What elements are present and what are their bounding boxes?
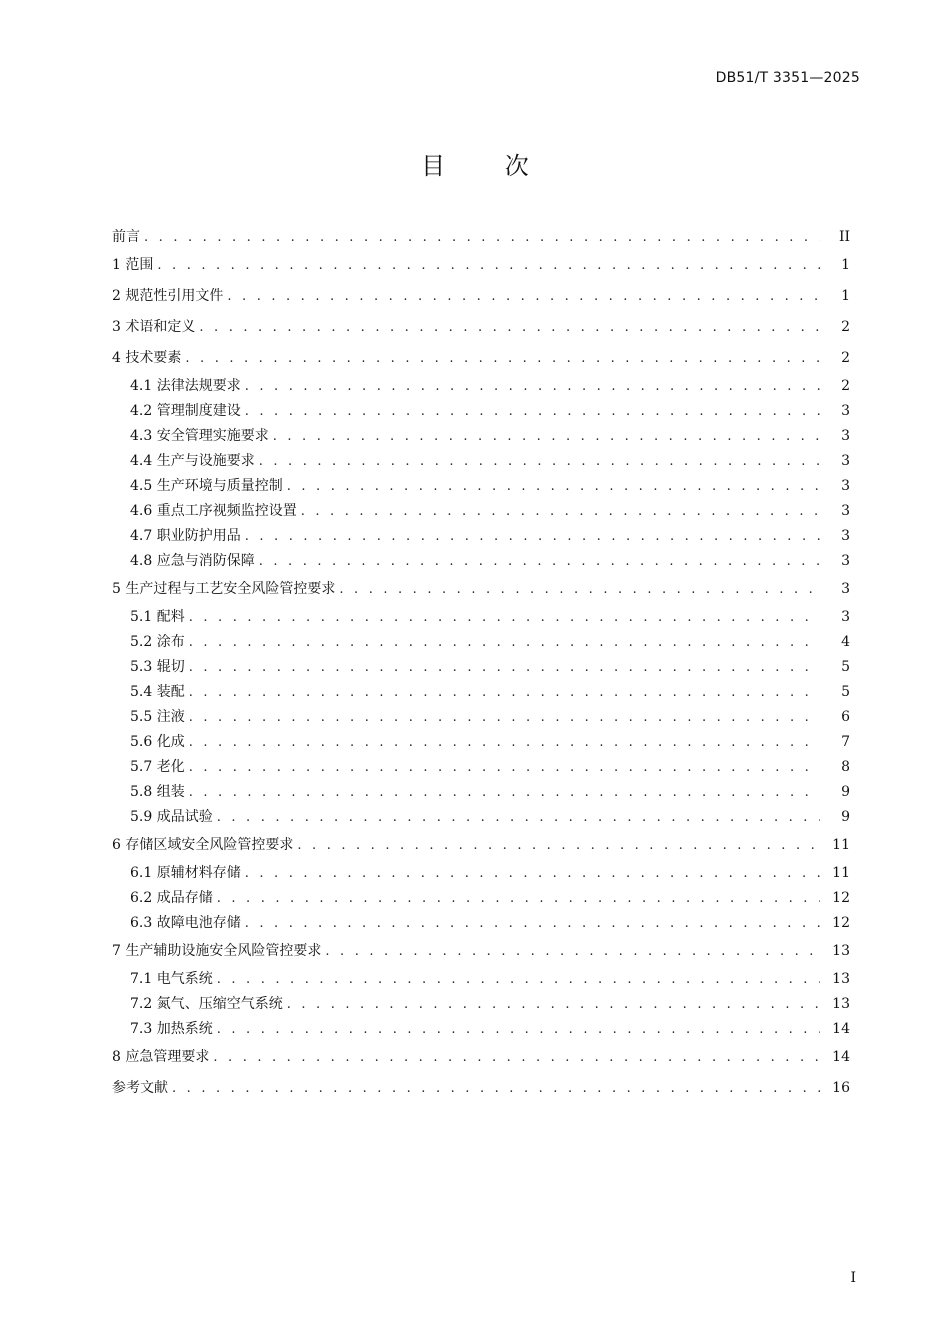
toc-entry-label: 前言 (112, 228, 140, 245)
toc-leader-dots (199, 312, 820, 343)
toc-entry-label: 4.6 重点工序视频监控设置 (130, 503, 297, 519)
toc-entry[interactable] (112, 281, 850, 312)
toc-leader-dots (189, 680, 820, 705)
toc-entry-label: 4 技术要素 (112, 350, 182, 366)
toc-entry[interactable] (112, 605, 850, 630)
toc-entry[interactable] (112, 374, 850, 399)
toc-entry[interactable] (112, 1073, 850, 1104)
document-code: DB51/T 3351—2025 (715, 70, 860, 86)
toc-entry-page: 3 (841, 503, 850, 519)
toc-entry-label: 2 规范性引用文件 (112, 288, 224, 304)
toc-entry[interactable] (112, 224, 850, 250)
toc-entry-label: 5.7 老化 (130, 759, 185, 775)
toc-entry-label: 4.3 安全管理实施要求 (130, 428, 269, 444)
toc-entry-page: 11 (832, 865, 850, 881)
toc-leader-dots (245, 399, 820, 424)
toc-leader-dots (217, 805, 820, 830)
toc-entry-label: 8 应急管理要求 (112, 1049, 210, 1065)
toc-leader-dots (259, 549, 820, 574)
toc-entry[interactable] (112, 524, 850, 549)
toc-entry-page: II (838, 228, 850, 245)
toc-entry-label: 5.5 注液 (130, 709, 185, 725)
toc-entry[interactable] (112, 861, 850, 886)
toc-leader-dots (325, 936, 820, 967)
toc-leader-dots (189, 655, 820, 680)
toc-leader-dots (189, 730, 820, 755)
toc-leader-dots (144, 222, 820, 253)
toc-entry-page: 13 (832, 996, 850, 1012)
toc-leader-dots (245, 374, 820, 399)
toc-leader-dots (213, 1042, 820, 1073)
toc-entry[interactable] (112, 680, 850, 705)
toc-entry[interactable] (112, 549, 850, 574)
toc-entry-page: 6 (841, 709, 850, 725)
toc-entry-label: 3 术语和定义 (112, 319, 196, 335)
toc-entry-page: 2 (841, 319, 850, 335)
toc-entry[interactable] (112, 655, 850, 680)
toc-leader-dots (189, 605, 820, 630)
toc-entry-page: 1 (841, 257, 850, 273)
toc-entry[interactable] (112, 780, 850, 805)
toc-leader-dots (301, 499, 820, 524)
toc-leader-dots (189, 780, 820, 805)
toc-entry-label: 5 生产过程与工艺安全风险管控要求 (112, 581, 336, 597)
toc-entry-label: 1 范围 (112, 257, 154, 273)
toc-entry-page: 14 (832, 1049, 850, 1065)
toc-leader-dots (189, 630, 820, 655)
toc-entry-label: 6.1 原辅材料存储 (130, 865, 241, 881)
toc-entry-page: 7 (841, 734, 850, 750)
toc-entry-page: 2 (841, 350, 850, 366)
toc-entry[interactable] (112, 343, 850, 374)
toc-entry-page: 16 (832, 1080, 850, 1096)
table-of-contents (112, 224, 850, 1104)
toc-entry[interactable] (112, 992, 850, 1017)
toc-entry[interactable] (112, 805, 850, 830)
toc-entry[interactable] (112, 1017, 850, 1042)
toc-entry-label: 4.1 法律法规要求 (130, 378, 241, 394)
toc-leader-dots (227, 281, 820, 312)
toc-title: 目 次 (421, 152, 555, 180)
toc-leader-dots (189, 755, 820, 780)
toc-entry[interactable] (112, 250, 850, 281)
toc-entry[interactable] (112, 499, 850, 524)
toc-entry-page: 5 (841, 659, 850, 675)
toc-entry[interactable] (112, 449, 850, 474)
toc-entry[interactable] (112, 730, 850, 755)
toc-entry-page: 9 (841, 784, 850, 800)
toc-leader-dots (217, 1017, 820, 1042)
toc-leader-dots (297, 830, 820, 861)
toc-entry-page: 11 (832, 837, 850, 853)
toc-entry-label: 7.1 电气系统 (130, 971, 213, 987)
toc-entry[interactable] (112, 474, 850, 499)
toc-entry-page: 2 (841, 378, 850, 394)
toc-entry-label: 5.3 辊切 (130, 659, 185, 675)
toc-entry-page: 12 (832, 890, 850, 906)
toc-entry-label: 6.3 故障电池存储 (130, 915, 241, 931)
toc-entry-page: 3 (841, 403, 850, 419)
toc-entry-page: 14 (832, 1021, 850, 1037)
toc-entry[interactable] (112, 630, 850, 655)
toc-leader-dots (245, 861, 820, 886)
toc-entry-label: 5.9 成品试验 (130, 809, 213, 825)
toc-entry-label: 7 生产辅助设施安全风险管控要求 (112, 943, 322, 959)
toc-entry[interactable] (112, 830, 850, 861)
toc-entry-label: 7.3 加热系统 (130, 1021, 213, 1037)
toc-entry[interactable] (112, 399, 850, 424)
toc-entry-label: 5.4 装配 (130, 684, 185, 700)
toc-entry-page: 3 (841, 609, 850, 625)
toc-entry-label: 5.1 配料 (130, 609, 185, 625)
toc-entry-label: 5.8 组装 (130, 784, 185, 800)
page-number: I (850, 1270, 856, 1286)
toc-entry[interactable] (112, 1042, 850, 1073)
toc-entry-page: 3 (841, 528, 850, 544)
toc-entry[interactable] (112, 312, 850, 343)
toc-entry-label: 6 存储区域安全风险管控要求 (112, 837, 294, 853)
toc-leader-dots (339, 574, 820, 605)
toc-entry-page: 3 (841, 553, 850, 569)
toc-entry-label: 4.4 生产与设施要求 (130, 453, 255, 469)
toc-entry[interactable] (112, 574, 850, 605)
toc-entry-page: 8 (841, 759, 850, 775)
toc-entry[interactable] (112, 911, 850, 936)
toc-entry-page: 4 (841, 634, 850, 650)
toc-entry-label: 7.2 氮气、压缩空气系统 (130, 996, 283, 1012)
toc-leader-dots (189, 705, 820, 730)
toc-leader-dots (217, 967, 820, 992)
toc-entry[interactable] (112, 755, 850, 780)
toc-leader-dots (245, 911, 820, 936)
toc-entry[interactable] (112, 705, 850, 730)
toc-entry-label: 4.2 管理制度建设 (130, 403, 241, 419)
toc-leader-dots (287, 474, 820, 499)
toc-leader-dots (157, 250, 820, 281)
toc-entry-page: 13 (832, 971, 850, 987)
toc-entry-page: 1 (841, 288, 850, 304)
toc-entry-page: 9 (841, 809, 850, 825)
toc-leader-dots (172, 1073, 820, 1104)
toc-entry-label: 5.6 化成 (130, 734, 185, 750)
toc-entry[interactable] (112, 424, 850, 449)
toc-leader-dots (217, 886, 820, 911)
toc-entry[interactable] (112, 967, 850, 992)
toc-entry-page: 3 (841, 581, 850, 597)
toc-leader-dots (185, 343, 820, 374)
toc-entry-page: 3 (841, 478, 850, 494)
toc-entry-label: 参考文献 (112, 1080, 168, 1096)
toc-entry-label: 4.7 职业防护用品 (130, 528, 241, 544)
toc-leader-dots (259, 449, 820, 474)
toc-entry-label: 4.8 应急与消防保障 (130, 553, 255, 569)
toc-entry-page: 5 (841, 684, 850, 700)
toc-leader-dots (287, 992, 820, 1017)
toc-entry[interactable] (112, 886, 850, 911)
toc-entry-label: 5.2 涂布 (130, 634, 185, 650)
toc-entry-page: 3 (841, 453, 850, 469)
toc-entry-label: 6.2 成品存储 (130, 890, 213, 906)
toc-entry[interactable] (112, 936, 850, 967)
toc-entry-label: 4.5 生产环境与质量控制 (130, 478, 283, 494)
toc-entry-page: 3 (841, 428, 850, 444)
toc-leader-dots (245, 524, 820, 549)
toc-entry-page: 12 (832, 915, 850, 931)
toc-leader-dots (273, 424, 820, 449)
toc-entry-page: 13 (832, 943, 850, 959)
